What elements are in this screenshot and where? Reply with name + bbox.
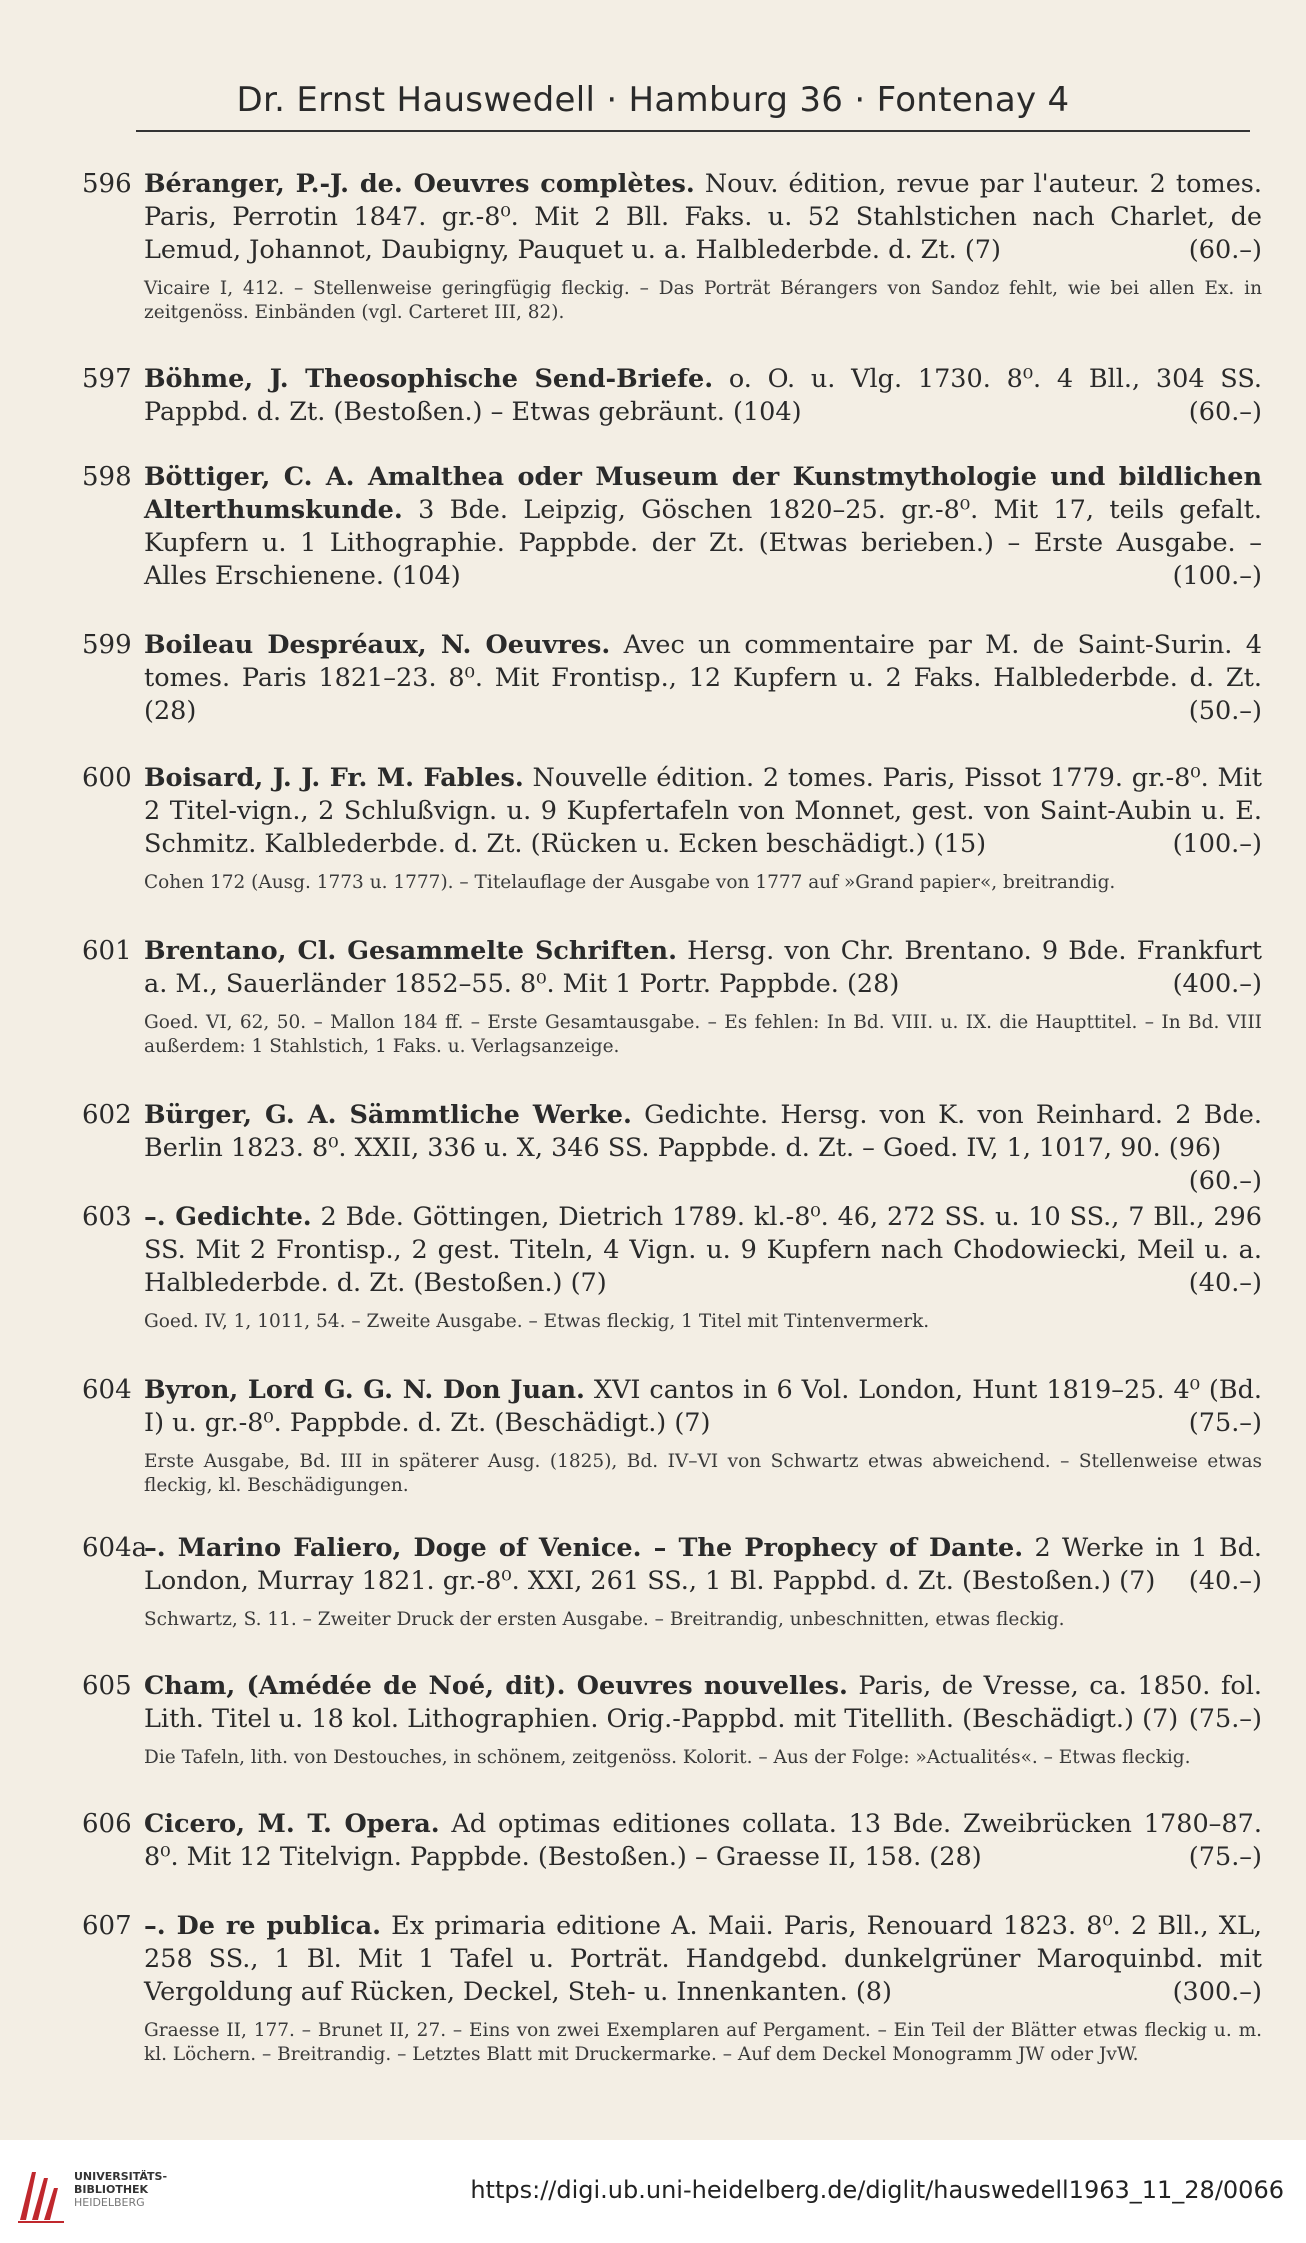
catalog-entry (82, 1910, 1262, 2067)
entry-body: o. O. u. Vlg. 1730. 8⁰. 4 Bll., 304 SS. Pappbd. d. Zt. (Bestoßen.) – Etwas gebräunt. (104) (144, 364, 1262, 427)
entry-body: Hersg. von Chr. Brentano. 9 Bde. Frankfurt a. M., Sauerländer 1852–55. 8⁰. Mit 1 Portr. Pappbde. (28) (144, 936, 1262, 999)
entry-description (144, 1910, 1262, 2009)
entry-description (144, 461, 1262, 593)
entry-price: (75.–) (1188, 1704, 1262, 1734)
entry-body: Ex primaria editione A. Maii. Paris, Renouard 1823. 8⁰. 2 Bll., XL, 258 SS., 1 Bl. Mit 1 Tafel u. Porträt. Handgebd. dunkelgrüner Maroquinbd. mit Vergoldung auf Rücken, Deckel, Steh- u. Innenkanten. (8) (144, 1911, 1262, 2007)
entry-description (144, 935, 1262, 1001)
page-header: Dr. Ernst Hauswedell · Hamburg 36 · Fontenay 4 (236, 80, 1070, 120)
entry-number: 607 (82, 1911, 132, 1941)
entry-number: 600 (82, 763, 132, 793)
entry-heading: Boileau Despréaux, N. Oeuvres. (144, 630, 611, 660)
catalog-entry (82, 629, 1262, 728)
logo-line-2: BIBLIOTHEK (74, 2183, 149, 2196)
entry-heading: Béranger, P.-J. de. Oeuvres complètes. (144, 169, 695, 199)
entry-number: 601 (82, 936, 132, 966)
library-logo-icon (14, 2162, 68, 2226)
catalog-entry (82, 168, 1262, 325)
catalog-entry (82, 1374, 1262, 1498)
entry-note: Erste Ausgabe, Bd. III in späterer Ausg. (1825), Bd. IV–VI von Schwartz etwas abweichend. – Stellenweise etwas fleckig, kl. Beschädigungen. (144, 1451, 1262, 1496)
entry-heading: Cham, (Amédée de Noé, dit). Oeuvres nouvelles. (144, 1671, 848, 1701)
entry-description (144, 1201, 1262, 1300)
entry-note: Cohen 172 (Ausg. 1773 u. 1777). – Titelauflage der Ausgabe von 1777 auf »Grand papier«, breitrandig. (144, 872, 1116, 893)
source-url[interactable]: https://digi.ub.uni-heidelberg.de/diglit/hauswedell1963_11_28/0066 (470, 2176, 1284, 2204)
entry-description (144, 363, 1262, 429)
entry-body: Paris, de Vresse, ca. 1850. fol. Lith. Titel u. 18 kol. Lithographien. Orig.-Pappbd. mit Titellith. (Beschädigt.) (7) (144, 1671, 1262, 1734)
entry-price: (60.–) (1188, 1166, 1262, 1196)
entry-number: 605 (82, 1671, 132, 1701)
entry-number: 597 (82, 364, 132, 394)
entry-description (144, 1374, 1262, 1440)
entry-description (144, 1670, 1262, 1736)
entry-heading: Böhme, J. Theosophische Send-Briefe. (144, 364, 714, 394)
entry-body: Nouv. édition, revue par l'auteur. 2 tomes. Paris, Perrotin 1847. gr.-8⁰. Mit 2 Bll. Faks. u. 52 Stahlstichen nach Charlet, de Lemud, Johannot, Daubigny, Pauquet u. a. Halblederbde. d. Zt. (7) (144, 169, 1262, 265)
entry-heading: –. Marino Faliero, Doge of Venice. – The Prophecy of Dante. (144, 1533, 1024, 1563)
catalog-entry (82, 762, 1262, 895)
entry-number: 599 (82, 630, 132, 660)
entry-heading: Boisard, J. J. Fr. M. Fables. (144, 763, 524, 793)
entry-price: (75.–) (1188, 1408, 1262, 1438)
entry-number: 598 (82, 462, 132, 492)
entry-number: 603 (82, 1202, 132, 1232)
entry-price: (100.–) (1172, 829, 1262, 859)
footer-bar (0, 2140, 1306, 2243)
catalog-entry (82, 461, 1262, 593)
library-logo[interactable] (14, 2162, 174, 2232)
entry-note: Goed. VI, 62, 50. – Mallon 184 ff. – Erste Gesamtausgabe. – Es fehlen: In Bd. VIII. u. IX. die Haupttitel. – In Bd. VIII außerdem: 1 Stahlstich, 1 Faks. u. Verlagsanzeige. (144, 1012, 1262, 1057)
entry-number: 604a (82, 1533, 148, 1563)
entry-price: (60.–) (1188, 235, 1262, 265)
entry-price: (100.–) (1172, 561, 1262, 591)
header-rule (136, 130, 1250, 132)
entry-heading: Cicero, M. T. Opera. (144, 1809, 440, 1839)
entry-price: (40.–) (1188, 1268, 1262, 1298)
entry-note: Graesse II, 177. – Brunet II, 27. – Eins von zwei Exemplaren auf Pergament. – Ein Teil der Blätter etwas fleckig u. m. kl. Löchern. – Breitrandig. – Letztes Blatt mit Druckermarke. – Auf dem Deckel Monogramm JW oder JvW. (144, 2020, 1262, 2065)
entry-heading: Byron, Lord G. G. N. Don Juan. (144, 1375, 585, 1405)
entry-body: 2 Bde. Göttingen, Dietrich 1789. kl.-8⁰. 46, 272 SS. u. 10 SS., 7 Bll., 296 SS. Mit 2 Frontisp., 2 gest. Titeln, 4 Vign. u. 9 Kupfern nach Chodowiecki, Meil u. a. Halblederbde. d. Zt. (Bestoßen.) (7) (144, 1202, 1262, 1298)
entry-price: (75.–) (1188, 1842, 1262, 1872)
entry-note: Die Tafeln, lith. von Destouches, in schönem, zeitgenöss. Kolorit. – Aus der Folge: »Actualités«. – Etwas fleckig. (144, 1747, 1191, 1768)
entry-price: (400.–) (1172, 969, 1262, 999)
catalog-entry (82, 1808, 1262, 1874)
entry-heading: Brentano, Cl. Gesammelte Schriften. (144, 936, 677, 966)
catalog-entry (82, 935, 1262, 1059)
entry-body: Avec un commentaire par M. de Saint-Surin. 4 tomes. Paris 1821–23. 8⁰. Mit Frontisp., 12 Kupfern u. 2 Faks. Halblederbde. d. Zt. (28) (144, 630, 1263, 726)
entry-price: (300.–) (1172, 1977, 1262, 2007)
entry-number: 596 (82, 169, 132, 199)
entry-description (144, 1099, 1262, 1196)
entry-description (144, 1808, 1262, 1874)
entry-body: Gedichte. Hersg. von K. von Reinhard. 2 Bde. Berlin 1823. 8⁰. XXII, 336 u. X, 346 SS. Pappbde. d. Zt. – Goed. IV, 1, 1017, 90. (96) (144, 1100, 1262, 1163)
catalog-entry (82, 1532, 1262, 1632)
entry-body: XVI cantos in 6 Vol. London, Hunt 1819–25. 4⁰ (Bd. I) u. gr.-8⁰. Pappbde. d. Zt. (Beschädigt.) (7) (144, 1375, 1262, 1438)
entry-price: (60.–) (1188, 397, 1262, 427)
logo-line-3: HEIDELBERG (74, 2196, 145, 2209)
entry-body: Ad optimas editiones collata. 13 Bde. Zweibrücken 1780–87. 8⁰. Mit 12 Titelvign. Pappbde. (Bestoßen.) – Graesse II, 158. (28) (144, 1809, 1262, 1872)
catalog-entry (82, 1670, 1262, 1770)
entry-description (144, 168, 1262, 267)
entry-description (144, 629, 1262, 728)
entry-heading: –. De re publica. (144, 1911, 381, 1941)
entry-description (144, 1532, 1262, 1598)
entry-number: 602 (82, 1100, 132, 1130)
entry-heading: Böttiger, C. A. Amalthea oder Museum der Kunstmythologie und bildlichen Alterthumskunde. (144, 462, 1262, 525)
entry-note: Schwartz, S. 11. – Zweiter Druck der ersten Ausgabe. – Breitrandig, unbeschnitten, etwas fleckig. (144, 1609, 1065, 1630)
entry-heading: –. Gedichte. (144, 1202, 312, 1232)
entry-number: 604 (82, 1375, 132, 1405)
entry-note: Vicaire I, 412. – Stellenweise geringfügig fleckig. – Das Porträt Bérangers von Sandoz fehlt, wie bei allen Ex. in zeitgenöss. Einbänden (vgl. Carteret III, 82). (144, 278, 1262, 323)
entries-list (82, 168, 1262, 2067)
entry-note: Goed. IV, 1, 1011, 54. – Zweite Ausgabe. – Etwas fleckig, 1 Titel mit Tintenvermerk. (144, 1311, 930, 1332)
entry-body: 2 Werke in 1 Bd. London, Murray 1821. gr.-8⁰. XXI, 261 SS., 1 Bl. Pappbd. d. Zt. (Bestoßen.) (7) (144, 1533, 1262, 1596)
logo-line-1: UNIVERSITÄTS- (74, 2170, 168, 2183)
entry-heading: Bürger, G. A. Sämmtliche Werke. (144, 1100, 632, 1130)
catalog-entry (82, 1201, 1262, 1334)
entry-body: Nouvelle édition. 2 tomes. Paris, Pissot 1779. gr.-8⁰. Mit 2 Titel-vign., 2 Schlußvign. u. 9 Kupfertafeln von Monnet, gest. von Saint-Aubin u. E. Schmitz. Kalblederbde. d. Zt. (Rücken u. Ecken beschädigt.) (15) (144, 763, 1262, 859)
entry-number: 606 (82, 1809, 132, 1839)
entry-body: 3 Bde. Leipzig, Göschen 1820–25. gr.-8⁰. Mit 17, teils gefalt. Kupfern u. 1 Lithographie. Pappbde. der Zt. (Etwas berieben.) – Erste Ausgabe. – Alles Erschienene. (104) (144, 495, 1262, 591)
entry-price: (40.–) (1188, 1566, 1262, 1596)
entry-description (144, 762, 1262, 861)
catalog-entry (82, 363, 1262, 429)
entry-price: (50.–) (1188, 696, 1262, 726)
catalog-entry (82, 1099, 1262, 1196)
library-logo-text (74, 2170, 167, 2209)
